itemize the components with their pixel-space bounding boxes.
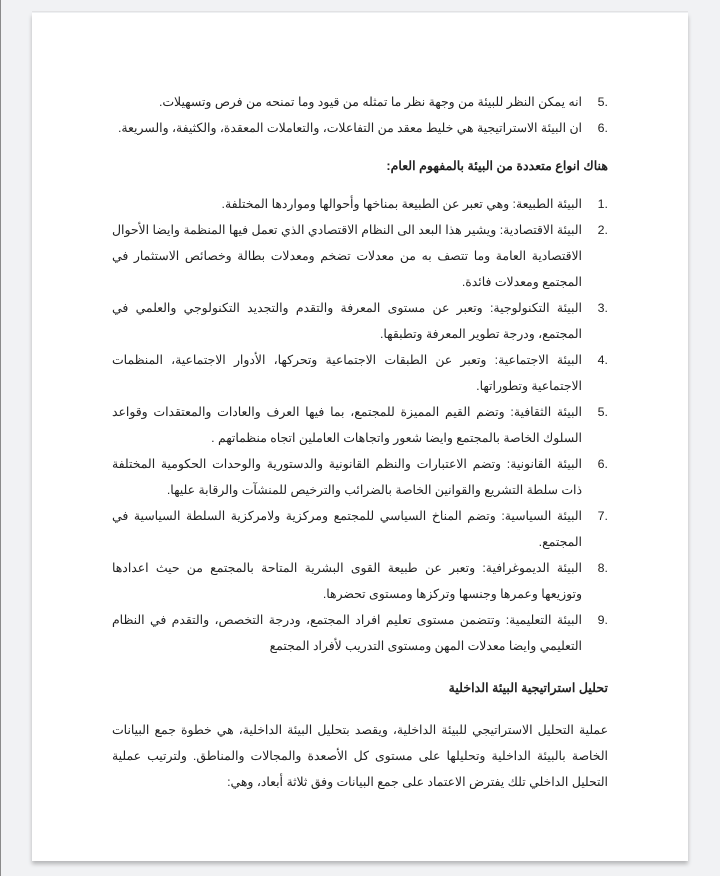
list-text: البيئة القانونية: وتضم الاعتبارات والنظم القانونية والدستورية والوحدات الحكومية المختلفة ذات سلطة التشريع والقوانين الخاصة بالضرائب والترخيص للمنشآت والرقابة عليها. xyxy=(112,457,582,497)
list-text: البيئة التكنولوجية: وتعبر عن مستوى المعرفة والتقدم والتجديد التكنولوجي والعلمي في المجتمع، ودرجة تطوير المعرفة وتطبقها. xyxy=(112,301,582,341)
list-text: البيئة التعليمية: وتتضمن مستوى تعليم افراد المجتمع، ودرجة التخصص، والتقدم في النظام التعليمي وايضا معدلات المهن ومستوى التدريب لأفراد المجتمع xyxy=(112,613,582,653)
list-number: 3. xyxy=(597,301,608,315)
list-item xyxy=(112,89,608,115)
previous-page-bottom xyxy=(32,0,688,12)
paragraph-internal-analysis: عملية التحليل الاستراتيجي للبيئة الداخلية، ويقصد بتحليل البيئة الداخلية، هي خطوة جمع البيانات الخاصة بالبيئة الداخلية وتحليلها على مستوى كل الأصعدة والمجالات والمناطق. ولترتيب عملية التحليل الداخلي تلك يفترض الاعتماد على جمع البيانات وفق ثلاثة أبعاد، وهي: xyxy=(112,723,608,789)
section-heading-types: هناك انواع متعددة من البيئة بالمفهوم العام: xyxy=(386,159,608,173)
list-text: البيئة الثقافية: وتضم القيم المميزة للمجتمع، بما فيها العرف والعادات والمعتقدات وقواعد السلوك الخاصة بالمجتمع وايضا شعور واتجاهات العاملين اتجاه منظماتهم . xyxy=(112,405,582,445)
list-number: 1. xyxy=(597,197,608,211)
list-item xyxy=(112,295,608,347)
list-item xyxy=(112,399,608,451)
list-item xyxy=(112,503,608,555)
list-number: 4. xyxy=(597,353,608,367)
list-number: 5. xyxy=(597,405,608,419)
list-text: البيئة السياسية: وتضم المناخ السياسي للمجتمع ومركزية ولامركزية السلطة السياسية في المجتمع. xyxy=(112,509,582,549)
list-number: 2. xyxy=(597,223,608,237)
page-content xyxy=(112,89,608,795)
intro-list xyxy=(112,89,608,141)
list-item xyxy=(112,217,608,295)
section-heading-internal: تحليل استراتيجية البيئة الداخلية xyxy=(448,681,608,695)
list-number: 7. xyxy=(597,509,608,523)
list-text: البيئة الاقتصادية: ويشير هذا البعد الى النظام الاقتصادي الذي تعمل فيها المنظمة وايضا الأحوال الاقتصادية العامة وما تتصف به من معدلات تضخم ومعدلات بطالة وخصائص الاستثمار في المجتمع ومعدلات فائدة. xyxy=(112,223,582,289)
environment-types-list xyxy=(112,191,608,659)
list-item xyxy=(112,555,608,607)
list-number: 9. xyxy=(597,613,608,627)
list-number: 8. xyxy=(597,561,608,575)
list-number: 6. xyxy=(597,457,608,471)
list-text: البيئة الديموغرافية: وتعبر عن طبيعة القوى البشرية المتاحة بالمجتمع من حيث اعدادها وتوزيعها وعمرها وجنسها وتركزها ومستوى تحضرها. xyxy=(112,561,582,601)
list-item xyxy=(112,115,608,141)
list-text: انه يمكن النظر للبيئة من وجهة نظر ما تمثله من قيود وما تمنحه من فرص وتسهيلات. xyxy=(158,95,582,109)
list-item xyxy=(112,191,608,217)
viewer-edge xyxy=(0,0,1,876)
list-item xyxy=(112,347,608,399)
list-item xyxy=(112,451,608,503)
list-text: البيئة الاجتماعية: وتعبر عن الطبقات الاجتماعية وتحركها، الأدوار الاجتماعية، المنظمات الاجتماعية وتطوراتها. xyxy=(112,353,582,393)
list-item xyxy=(112,607,608,659)
list-text: البيئة الطبيعة: وهي تعبر عن الطبيعة بمناخها وأحوالها ومواردها المختلفة. xyxy=(221,197,582,211)
document-page xyxy=(32,13,688,861)
list-number: 6. xyxy=(597,121,608,135)
list-text: ان البيئة الاستراتيجية هي خليط معقد من التفاعلات، والتعاملات المعقدة، والكثيفة، والسريعة. xyxy=(117,121,582,135)
list-number: 5. xyxy=(597,95,608,109)
